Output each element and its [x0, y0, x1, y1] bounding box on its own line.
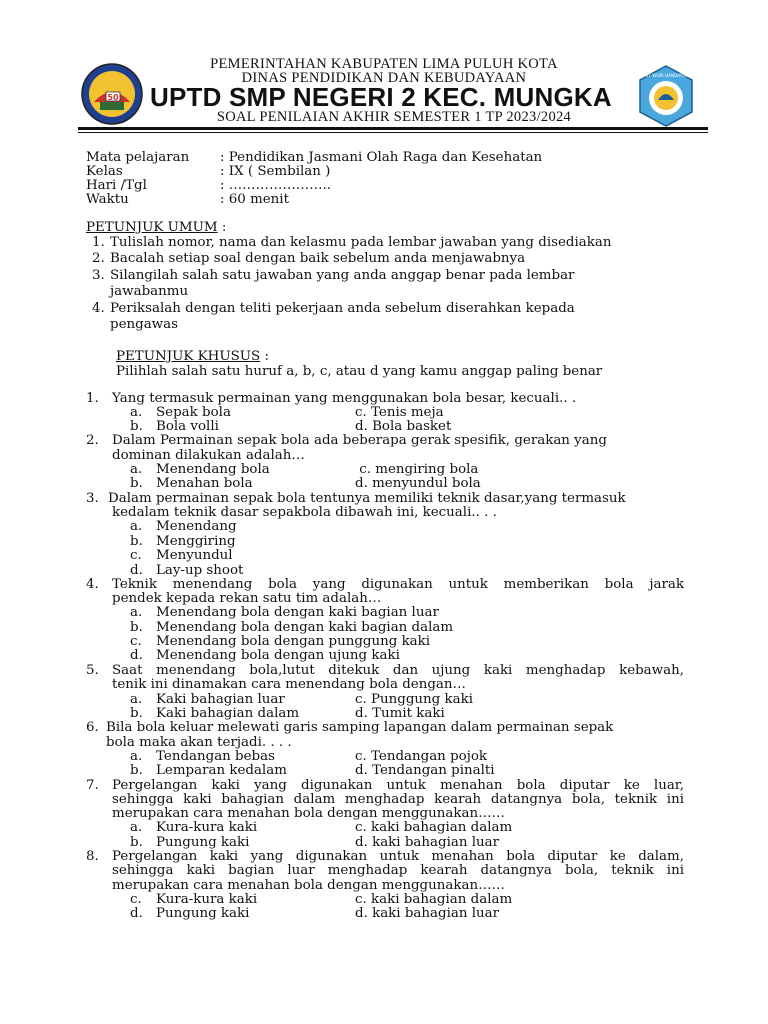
specific-instructions-text: Pilihlah salah satu huruf a, b, c, atau d yang kamu anggap paling benar: [116, 364, 603, 379]
option-text: Menahan bola: [156, 476, 253, 491]
option-letter: b.: [130, 835, 143, 850]
question-number: 3.: [86, 491, 99, 506]
question-text: sehingga kaki bahagian dalam menghadap kearah datangnya bola, teknik ini: [112, 792, 684, 807]
question-text: Dalam permainan sepak bola tentunya memiliki teknik dasar,yang termasuk: [108, 491, 626, 506]
option-text: Menendang bola: [156, 462, 270, 477]
question-text: Bila bola keluar melewati garis samping lapangan dalam permainan sepak: [106, 720, 614, 735]
option-letter: a.: [130, 692, 143, 707]
instruction-number: 1.: [92, 235, 105, 250]
identity-value: : IX ( Sembilan ): [220, 164, 331, 179]
specific-instructions-heading: PETUNJUK KHUSUS :: [116, 349, 270, 364]
option-text: Kura-kura kaki: [156, 892, 258, 907]
question-text: merupakan cara menahan bola dengan menggunakan……: [112, 878, 505, 893]
question-number: 4.: [86, 577, 99, 592]
emblem-number: 50: [107, 93, 119, 102]
question-text: Pergelangan kaki yang digunakan untuk menahan bola diputar ke luar,: [112, 778, 684, 793]
option-letter: b.: [130, 476, 143, 491]
general-instructions-heading: PETUNJUK UMUM :: [86, 220, 227, 235]
option-letter: b.: [130, 763, 143, 778]
question-text: dominan dilakukan adalah…: [112, 448, 305, 463]
option-text: d. Bola basket: [355, 419, 452, 434]
option-letter: a.: [130, 820, 143, 835]
instruction-number: 3.: [92, 268, 105, 283]
option-text: d. kaki bahagian luar: [355, 835, 500, 850]
option-text: c. Tenis meja: [355, 405, 444, 420]
question-text: merupakan cara menahan bola dengan menggunakan……: [112, 806, 505, 821]
option-letter: a.: [130, 405, 143, 420]
question-text: Dalam Permainan sepak bola ada beberapa gerak spesifik, gerakan yang: [112, 433, 607, 448]
question-number: 5.: [86, 663, 99, 678]
instruction-text: Silangilah salah satu jawaban yang anda anggap benar pada lembar: [110, 268, 575, 283]
option-text: c. kaki bahagian dalam: [355, 820, 513, 835]
instruction-text: Periksalah dengan teliti pekerjaan anda sebelum diserahkan kepada: [110, 301, 575, 316]
question-number: 6.: [86, 720, 99, 735]
identity-label: Hari /Tgl: [86, 178, 147, 193]
instruction-text: pengawas: [110, 317, 178, 332]
option-letter: b.: [130, 620, 143, 635]
instruction-number: 4.: [92, 301, 105, 316]
option-text: Menendang bola dengan punggung kaki: [156, 634, 431, 649]
option-letter: b.: [130, 534, 143, 549]
option-letter: b.: [130, 706, 143, 721]
identity-value: : 60 menit: [220, 192, 289, 207]
question-text: Pergelangan kaki yang digunakan untuk menahan bola diputar ke dalam,: [112, 849, 684, 864]
header-rule-thick: [78, 127, 708, 130]
instruction-text: Bacalah setiap soal dengan baik sebelum anda menjawabnya: [110, 251, 526, 266]
option-text: c. Tendangan pojok: [355, 749, 488, 764]
option-letter: d.: [130, 906, 143, 921]
option-text: d. kaki bahagian luar: [355, 906, 500, 921]
option-letter: a.: [130, 462, 143, 477]
header-department: DINAS PENDIDIKAN DAN KEBUDAYAAN: [241, 70, 527, 86]
option-letter: d.: [130, 648, 143, 663]
option-text: Tendangan bebas: [156, 749, 275, 764]
option-text: Menendang bola dengan ujung kaki: [156, 648, 400, 663]
option-text: Sepak bola: [156, 405, 231, 420]
question-number: 1.: [86, 391, 99, 406]
question-text: Yang termasuk permainan yang menggunakan bola besar, kecuali.. .: [112, 391, 577, 406]
question-text: pendek kepada rekan satu tim adalah…: [112, 591, 382, 606]
question-text: kedalam teknik dasar sepakbola dibawah ini, kecuali.. . .: [112, 505, 497, 520]
option-letter: b.: [130, 419, 143, 434]
option-letter: a.: [130, 605, 143, 620]
question-text: tenik ini dinamakan cara menendang bola dengan…: [112, 677, 466, 692]
option-text: Menggiring: [156, 534, 236, 549]
header-rule-thin: [78, 132, 708, 133]
option-text: Lemparan kedalam: [156, 763, 287, 778]
option-text: c. kaki bahagian dalam: [355, 892, 513, 907]
identity-label: Waktu: [86, 192, 129, 207]
identity-value: : Pendidikan Jasmani Olah Raga dan Kesehatan: [220, 150, 543, 165]
logo-motto: TUT WURI HANDAYANI: [642, 73, 690, 78]
option-text: Menyundul: [156, 548, 233, 563]
option-text: Lay-up shoot: [156, 563, 244, 578]
option-text: Menendang bola dengan kaki bagian luar: [156, 605, 439, 620]
option-text: d. Tumit kaki: [355, 706, 445, 721]
identity-label: Kelas: [86, 164, 123, 179]
question-text: sehingga kaki bagian luar menghadap kearah datangnya bola, teknik ini: [112, 863, 684, 878]
question-text: bola maka akan terjadi. . . .: [106, 735, 292, 750]
instruction-number: 2.: [92, 251, 105, 266]
option-text: Kaki bahagian luar: [156, 692, 285, 707]
option-text: Pungung kaki: [156, 906, 250, 921]
option-text: c. mengiring bola: [355, 462, 479, 477]
option-letter: c.: [130, 548, 142, 563]
option-text: Kaki bahagian dalam: [156, 706, 300, 721]
option-text: Kura-kura kaki: [156, 820, 258, 835]
exam-title: SOAL PENILAIAN AKHIR SEMESTER 1 TP 2023/2024: [216, 109, 572, 125]
option-letter: a.: [130, 749, 143, 764]
option-letter: c.: [130, 892, 142, 907]
option-text: Menendang bola dengan kaki bagian dalam: [156, 620, 454, 635]
option-text: c. Punggung kaki: [355, 692, 473, 707]
header-government: PEMERINTAHAN KABUPATEN LIMA PULUH KOTA: [210, 56, 558, 72]
option-text: Pungung kaki: [156, 835, 250, 850]
instruction-text: jawabanmu: [110, 284, 189, 299]
identity-label: Mata pelajaran: [86, 150, 190, 165]
question-number: 7.: [86, 778, 99, 793]
option-letter: c.: [130, 634, 142, 649]
option-text: Menendang: [156, 519, 237, 534]
option-letter: a.: [130, 519, 143, 534]
question-text: Saat menendang bola,lutut ditekuk dan ujung kaki menghadap kebawah,: [112, 663, 684, 678]
option-text: d. Tendangan pinalti: [355, 763, 495, 778]
question-text: Teknik menendang bola yang digunakan untuk memberikan bola jarak: [112, 577, 684, 592]
instruction-text: Tulislah nomor, nama dan kelasmu pada lembar jawaban yang disediakan: [110, 235, 612, 250]
option-letter: d.: [130, 563, 143, 578]
school-name: UPTD SMP NEGERI 2 KEC. MUNGKA: [150, 82, 612, 112]
option-text: d. menyundul bola: [355, 476, 481, 491]
question-number: 8.: [86, 849, 99, 864]
question-number: 2.: [86, 433, 99, 448]
option-text: Bola volli: [156, 419, 219, 434]
identity-value: : …………………..: [220, 178, 332, 193]
